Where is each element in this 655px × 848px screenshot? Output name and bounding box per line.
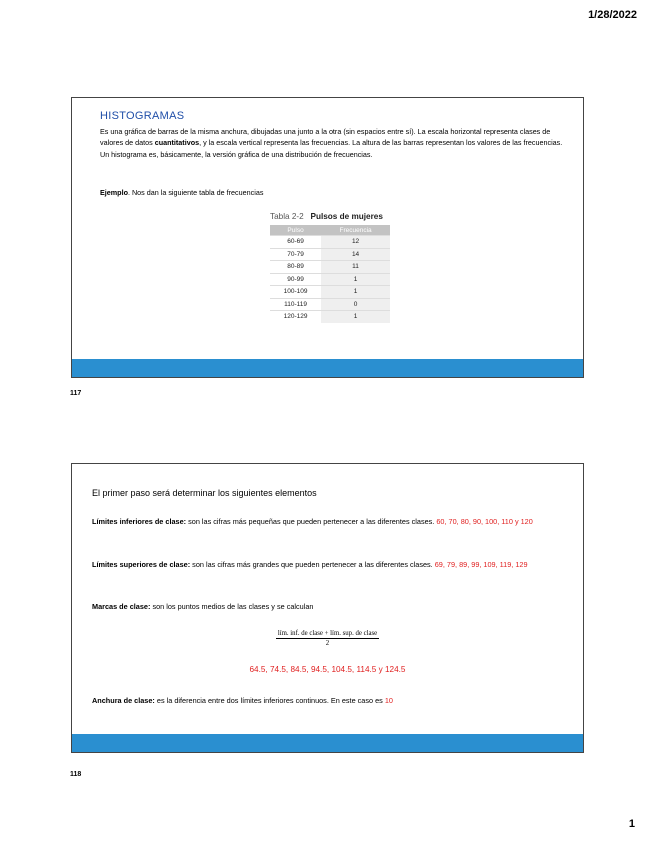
- slide-footer-bar: [72, 359, 583, 377]
- class-width-value: 10: [384, 696, 393, 705]
- pulse-class-cell: 80-89: [270, 261, 321, 274]
- definition-text-2: , y la escala vertical representa las frecuencias. La altura de las barras representan los valores de las frecuencias. Un histograma es, básicamente, la versión gráfica de una distribución de frecuencias.: [100, 138, 563, 159]
- pulse-class-cell: 70-79: [270, 248, 321, 261]
- page-number: 1: [628, 818, 635, 830]
- slide-number: 117: [70, 390, 82, 397]
- slide-title: HISTOGRAMAS: [100, 110, 185, 122]
- class-mark-formula: [72, 630, 583, 647]
- class-marks-values: 64.5, 74.5, 84.5, 94.5, 104.5, 114.5 y 124.5: [249, 665, 406, 674]
- upper-limits-label: Límites superiores de clase:: [92, 560, 191, 569]
- table-row: [270, 298, 390, 311]
- slide-number: 118: [70, 771, 82, 778]
- frequency-cell: 14: [321, 248, 390, 261]
- frequency-table-block: [270, 212, 390, 323]
- table-caption-label: Tabla 2-2: [270, 212, 304, 221]
- slide-heading: El primer paso será determinar los siguientes elementos: [92, 488, 317, 498]
- example-label: Ejemplo: [100, 188, 128, 197]
- definition-text-1: Es una gráfica de barras de la misma anchura, dibujadas una junto a la otra (sin espacios entre sí). La escala horizontal representa clases de valores de datos: [100, 127, 551, 148]
- pulse-class-cell: 90-99: [270, 273, 321, 286]
- class-marks-paragraph: [92, 601, 562, 614]
- class-marks-label: Marcas de clase:: [92, 602, 151, 611]
- pulse-class-cell: 110-119: [270, 298, 321, 311]
- upper-limits-text: son las cifras más grandes que pueden pertenecer a las diferentes clases.: [190, 560, 435, 569]
- class-width-label: Anchura de clase:: [92, 696, 155, 705]
- definition-bold-term: cuantitativos: [154, 138, 200, 148]
- print-date: 1/28/2022: [588, 9, 637, 21]
- frequency-cell: 1: [321, 311, 390, 323]
- table-row: [270, 286, 390, 299]
- lower-limits-values: 60, 70, 80, 90, 100, 110 y 120: [436, 517, 533, 526]
- table-header-frecuencia: Frecuencia: [321, 225, 390, 236]
- slide-histogramas: [71, 97, 584, 378]
- table-caption: [270, 212, 390, 222]
- class-width-paragraph: [92, 696, 393, 705]
- definition-paragraph: [100, 126, 570, 160]
- formula-denominator: 2: [325, 640, 330, 647]
- table-row: [270, 311, 390, 323]
- table-row: [270, 273, 390, 286]
- frequency-cell: 1: [321, 273, 390, 286]
- slide-elementos: [71, 463, 584, 753]
- table-caption-title: Pulsos de mujeres: [310, 212, 383, 221]
- class-width-text: es la diferencia entre dos límites inferiores continuos. En este caso es: [154, 696, 385, 705]
- example-text: . Nos dan la siguiente tabla de frecuencias: [127, 188, 264, 197]
- table-row: [270, 236, 390, 249]
- upper-limits-values: 69, 79, 89, 99, 109, 119, 129: [434, 560, 528, 569]
- upper-limits-paragraph: [92, 559, 562, 572]
- formula-numerator: lím. inf. de clase + lím. sup. de clase: [277, 630, 378, 637]
- frequency-cell: 12: [321, 236, 390, 249]
- table-row: [270, 248, 390, 261]
- frequency-cell: 11: [321, 261, 390, 274]
- pulse-class-cell: 120-129: [270, 311, 321, 323]
- slide-footer-bar: [72, 734, 583, 752]
- lower-limits-text: son las cifras más pequeñas que pueden pertenecer a las diferentes clases.: [186, 517, 437, 526]
- table-header-pulso: Pulso: [270, 225, 321, 236]
- frequency-cell: 1: [321, 286, 390, 299]
- example-line: [100, 188, 263, 197]
- lower-limits-paragraph: [92, 516, 562, 529]
- class-marks-text: son los puntos medios de las clases y se calculan: [150, 602, 314, 611]
- table-row: [270, 261, 390, 274]
- lower-limits-label: Límites inferiores de clase:: [92, 517, 187, 526]
- pulse-class-cell: 60-69: [270, 236, 321, 249]
- pulse-class-cell: 100-109: [270, 286, 321, 299]
- frequency-cell: 0: [321, 298, 390, 311]
- frequency-table: [270, 225, 390, 323]
